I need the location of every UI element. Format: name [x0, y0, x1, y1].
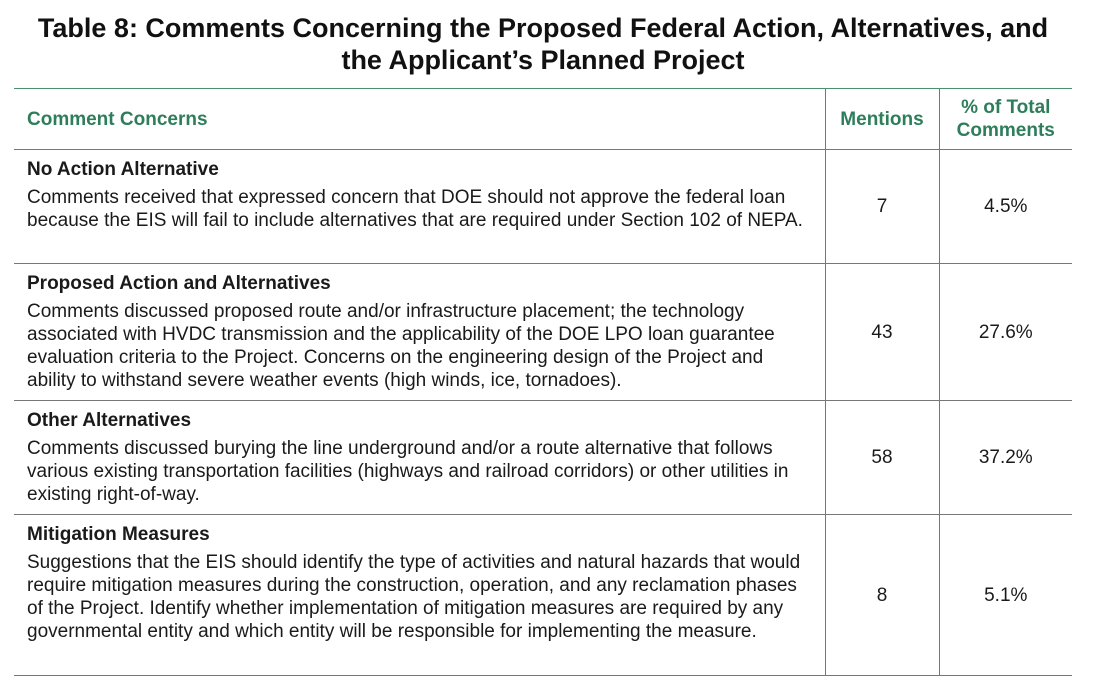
concern-title: Mitigation Measures: [27, 524, 210, 545]
concern-cell: [14, 401, 825, 515]
header-row: [14, 89, 1072, 150]
concern-title: Proposed Action and Alternatives: [27, 273, 331, 294]
percent-cell: 4.5%: [939, 150, 1072, 264]
comments-table: [14, 88, 1072, 676]
header-percent-total: [939, 89, 1072, 150]
table-row: [14, 264, 1072, 401]
percent-cell: 37.2%: [939, 401, 1072, 515]
table-title-line-2: the Applicant’s Planned Project: [341, 45, 745, 75]
concern-description: Comments discussed burying the line underground and/or a route alternative that follows various existing transportation facilities (highways and railroad corridors) or other utilities in existing right-of-way.: [27, 438, 789, 505]
table-header: [14, 89, 1072, 150]
header-mentions: Mentions: [825, 89, 939, 150]
concern-description: Comments received that expressed concern that DOE should not approve the federal loan because the EIS will fail to include alternatives that are required under Section 102 of NEPA.: [27, 187, 803, 231]
mentions-cell: 7: [825, 150, 939, 264]
mentions-cell: 58: [825, 401, 939, 515]
table-title-line-1: Table 8: Comments Concerning the Proposed Federal Action, Alternatives, and: [37, 13, 1049, 43]
table-row: [14, 401, 1072, 515]
concern-cell: [14, 150, 825, 264]
concern-title: Other Alternatives: [27, 410, 192, 431]
concern-description: Suggestions that the EIS should identify the type of activities and natural hazards that would require mitigation measures during the construction, operation, and any reclamation phases of the Project. Identify whether implementation of mitigation measures are required by any governmental entity and which entity will be responsible for implementing the measure.: [27, 552, 801, 642]
percent-cell: 5.1%: [939, 515, 1072, 676]
concern-cell: [14, 264, 825, 401]
mentions-cell: 43: [825, 264, 939, 401]
concern-title: No Action Alternative: [27, 159, 219, 180]
header-comment-concerns: Comment Concerns: [14, 89, 825, 150]
table-title: [0, 12, 1086, 76]
mentions-cell: 8: [825, 515, 939, 676]
percent-cell: 27.6%: [939, 264, 1072, 401]
table-row: [14, 515, 1072, 676]
header-percent-line-2: Comments: [956, 120, 1055, 141]
concern-description: Comments discussed proposed route and/or infrastructure placement; the technology associated with HVDC transmission and the applicability of the DOE LPO loan guarantee evaluation criteria to the Project. Concerns on the engineering design of the Project and ability to withstand severe weather events (high winds, ice, tornadoes).: [27, 301, 775, 391]
concern-cell: [14, 515, 825, 676]
table-row: [14, 150, 1072, 264]
header-percent-line-1: % of Total: [961, 97, 1051, 118]
table-body: [14, 150, 1072, 676]
